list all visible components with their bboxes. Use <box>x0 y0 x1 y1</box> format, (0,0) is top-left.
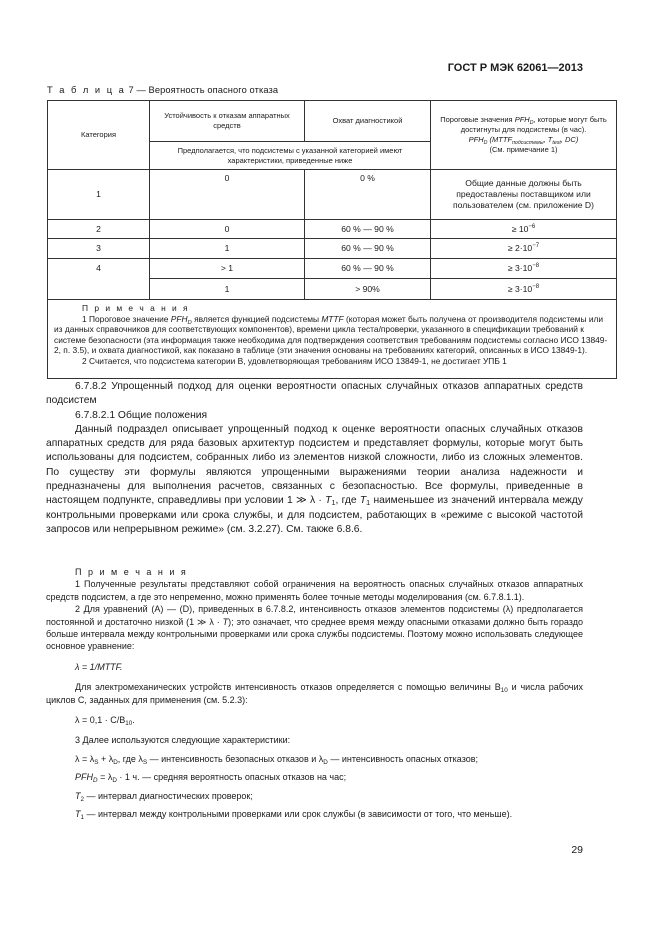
table-caption-label: Т а б л и ц а <box>47 85 126 95</box>
note-2: 2 Для уравнений (A) — (D), приведенных в 6.7.8.2, интенсивность отказов элементов подсистемы (λ) предполагается постоянной и достаточно низкой (1 ≫ λ · T); это означает, что среднее время между опасными отказами должно быть гораздо больше интервала между контрольными проверками или срока службы подсистемы. Поэтому можно использовать следующее основное уравнение: <box>46 604 583 652</box>
note-3: 3 Далее используются следующие характеристики: <box>75 735 291 746</box>
char-t2: $T_2$ — интервал диагностических проверок; <box>75 790 253 803</box>
table-row-3-dc: 60 % — 90 % <box>305 239 431 259</box>
table-note-1: 1 Пороговое значение $PFH_D$ является функцией подсистемы MTTF (которая может быть получена от производителя подсистемы или из данных справочников для соответствующих компонентов), времени цикла теста/проверки, указанного в спецификации требований к системе безопасности (эта информация также необходима для подтверждения соответствия требованиям подсистемы согласно ИСО 13849-2, п. 3.5), и охвата диагностикой, как показано в таблице (эти значения основаны на требованиях категорий, описанных в ИСО 13849-1). <box>54 313 608 356</box>
equation-b10: $\lambda = 0,1 \cdot C/B_{10}$. <box>75 715 135 728</box>
char-pfhd: $PFH_D = \lambda_D \cdot 1$ ч. — средняя вероятность опасных отказов на час; <box>75 772 347 785</box>
table-row-5-pfh: ≥ $3\cdot 10^{-8}$ <box>431 279 617 300</box>
table-caption-text: 7 — Вероятность опасного отказа <box>128 85 279 95</box>
table-row-1-category: 1 <box>48 170 150 220</box>
header-category: Категория <box>48 101 150 170</box>
equation-lambda: λ = 1/MTTF. <box>75 661 123 672</box>
table-row-4-pfh: ≥ $3\cdot 10^{-8}$ <box>431 259 617 279</box>
table-notes-heading: П р и м е ч а н и я <box>82 303 190 313</box>
table-row-2-hft: 0 <box>150 220 305 239</box>
table-note-2: 2 Считается, что подсистема категории B, удовлетворяющая требованиям ИСО 13849-1, не достигает УПБ 1 <box>82 355 507 366</box>
table-row-3-pfh: ≥ $2\cdot 10^{-7}$ <box>431 239 617 259</box>
notes-heading: П р и м е ч а н и я <box>75 567 188 577</box>
section-heading-6-7-8-2-1: 6.7.8.2.1 Общие положения <box>75 409 208 421</box>
table-notes <box>48 300 617 379</box>
section-heading-6-7-8-2: 6.7.8.2 Упрощенный подход для оценки вероятности опасных случайных отказов аппаратных средств подсистем <box>46 381 583 407</box>
table-caption <box>47 85 278 95</box>
table-row-2-category: 2 <box>48 220 150 239</box>
table-row-4-dc: 60 % — 90 % <box>305 259 431 279</box>
header-pfh: Пороговые значения $PFH_D$, которые могут быть достигнуты для подсистемы (в час). $PFH_D$ ($MTTF_{подсистемы}$, $T_{test}$, DC) (См. примечание 1) <box>431 101 617 170</box>
table-row-2-pfh: ≥ $10^{-6}$ <box>431 220 617 239</box>
table-row-5-dc: > 90% <box>305 279 431 300</box>
table-row-3-category: 3 <box>48 239 150 259</box>
header-hft: Устойчивость к отказам аппаратных средств <box>150 101 305 142</box>
page-number: 29 <box>571 844 583 856</box>
char-lambda: $\lambda = \lambda_S + \lambda_D$, где $\lambda_S$ — интенсивность безопасных отказов и $\lambda_D$ — интенсивность опасных отказов; <box>75 753 479 766</box>
table-row-4-category: 4 <box>48 259 150 300</box>
header-assumption: Предполагается, что подсистемы с указанной категорией имеют характеристики, приведенные ниже <box>150 142 431 170</box>
table-row-3-hft: 1 <box>150 239 305 259</box>
probability-table <box>47 100 617 379</box>
section-body <box>46 380 583 537</box>
electromech-paragraph: Для электромеханических устройств интенсивность отказов определяется с помощью величины $B_{10}$ и числа рабочих циклов C, заданных для применения (см. 5.2.3): <box>46 682 583 705</box>
table-row-1-hft: 0 <box>150 170 305 220</box>
char-t1: $T_1$ — интервал между контрольными проверками или срок службы (в зависимости от того, что меньше). <box>75 809 513 822</box>
standard-header: ГОСТ Р МЭК 62061—2013 <box>447 62 583 74</box>
table-row-1-pfh: Общие данные должны быть предоставлены поставщиком или пользователем (см. приложение D) <box>431 170 617 220</box>
section-paragraph: Данный подраздел описывает упрощенный подход к оценке вероятности опасных случайных отказов аппаратных средств для ряда базовых архитектур подсистем и представляет формулы, которые могут быть использованы для подсистем, собранных либо из элементов низкой сложности, либо из сложных элементов. По существу эти формулы являются упрощенными выражениями теории анализа надежности и предназначены для выполнения расчетов, связанных с безопасностью. Все формулы, приведенные в настоящем подпункте, справедливы при условии 1 ≫ $\lambda \cdot T_1$, где $T_1$ наименьшее из значений интервала между контрольными проверками или срока службы, и для подсистем, работающих в «режиме с высокой частотой запросов или непрерывном режиме» (см. 3.2.27). См. также 6.8.6. <box>46 423 583 535</box>
notes-block <box>46 566 583 821</box>
note-1: 1 Полученные результаты представляют собой ограничения на вероятность опасных случайных отказов аппаратных средств подсистем, а где это непременно, можно применять более точные методы моделирования (см. 6.7.8.1.1). <box>46 579 583 602</box>
table-row-4-hft: > 1 <box>150 259 305 279</box>
header-dc: Охват диагностикой <box>305 101 431 142</box>
table-row-1-dc: 0 % <box>305 170 431 220</box>
table-row-5-hft: 1 <box>150 279 305 300</box>
table-row-2-dc: 60 % — 90 % <box>305 220 431 239</box>
